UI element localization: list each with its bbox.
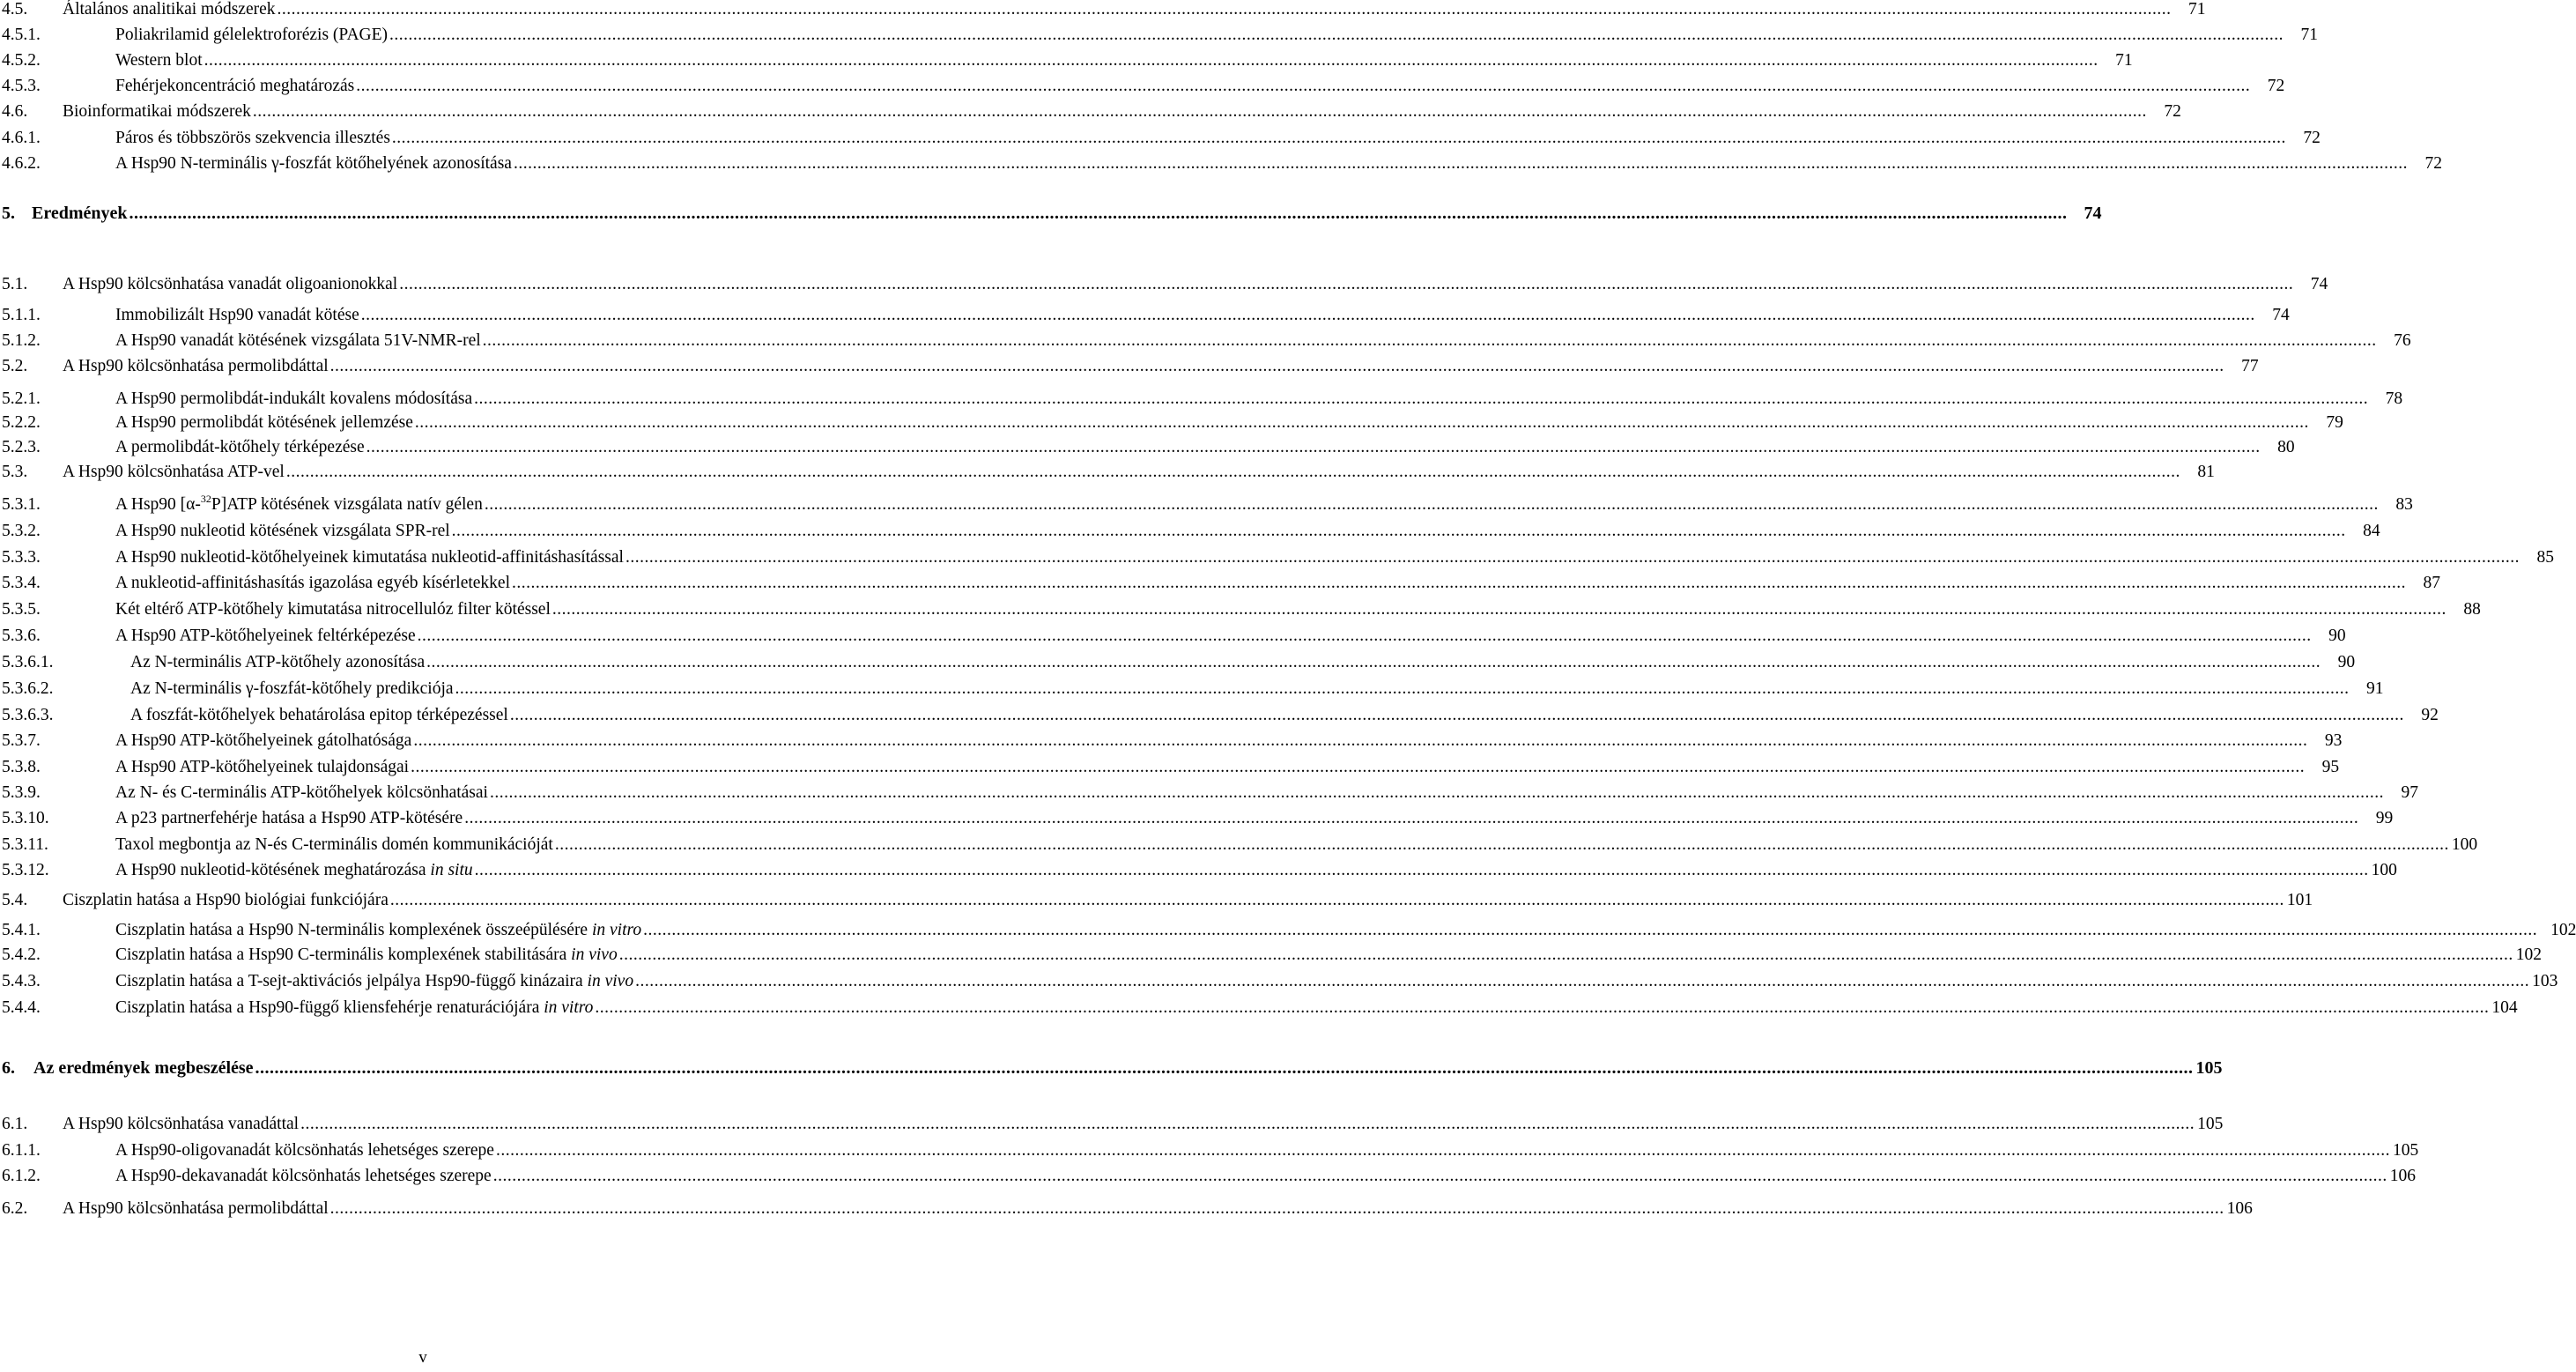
toc-entry[interactable] — [0, 780, 2418, 806]
toc-entry-page: 81 — [2197, 463, 2215, 481]
toc-entry-page: 85 — [2536, 548, 2554, 567]
toc-entry[interactable] — [0, 492, 2413, 518]
toc-entry-number: 6.1.2. — [2, 1167, 41, 1185]
toc-entry[interactable] — [0, 676, 2384, 702]
toc-entry-number: 4.5.2. — [2, 51, 41, 70]
toc-entry-title-text: A Hsp90 nukleotid-kötésének meghatározása — [115, 861, 431, 879]
toc-entry[interactable] — [0, 623, 2346, 649]
toc-entry-title — [115, 805, 463, 832]
toc-entry-page: 74 — [2310, 275, 2328, 293]
toc-entry-title-text: A p23 partnerfehérje hatása a Hsp90 ATP-kötésére — [115, 809, 463, 827]
toc-entry-title-text: A foszfát-kötőhelyek behatárolása epitop térképezéssel — [130, 706, 508, 724]
dot-leader: ................................................................................................................................................................................................................................................................................................................................................................................................................ — [366, 438, 2261, 456]
toc-entry[interactable] — [0, 887, 2313, 914]
toc-entry-title — [115, 832, 553, 858]
dot-leader: ................................................................................................................................................................................................................................................................................................................................................................................................................ — [455, 679, 2350, 698]
toc-entry-number: 4.5. — [2, 0, 28, 19]
toc-entry[interactable] — [0, 968, 2558, 995]
toc-entry-title-text: Ciszplatin hatása a Hsp90-függő kliensfehérje renaturációjára — [115, 998, 544, 1017]
toc-entry[interactable] — [0, 302, 2290, 329]
toc-entry-number: 6. — [2, 1058, 15, 1078]
dot-leader: ................................................................................................................................................................................................................................................................................................................................................................................................................ — [389, 26, 2284, 44]
toc-entry-title-text: Két eltérő ATP-kötőhely kimutatása nitrocellulóz filter kötéssel — [115, 600, 551, 619]
toc-entry-number: 5.1.2. — [2, 331, 41, 350]
dot-leader: ................................................................................................................................................................................................................................................................................................................................................................................................................ — [595, 998, 2490, 1017]
toc-entry[interactable] — [0, 1111, 2224, 1138]
dot-leader: ................................................................................................................................................................................................................................................................................................................................................................................................................ — [635, 972, 2530, 990]
toc-entry-page: 104 — [2491, 998, 2518, 1017]
toc-entry-title-text: Ciszplatin hatása a T-sejt-aktivációs jelpálya Hsp90-függő kinázaira — [115, 972, 588, 990]
toc-entry[interactable] — [0, 518, 2380, 545]
dot-leader: ................................................................................................................................................................................................................................................................................................................................................................................................................ — [554, 835, 2449, 854]
dot-leader: ................................................................................................................................................................................................................................................................................................................................................................................................................ — [129, 204, 2068, 223]
toc-entry-title-text: A Hsp90 nukleotid-kötőhelyeinek kimutatása nukleotid-affinitáshasítással — [115, 548, 624, 567]
dot-leader: ................................................................................................................................................................................................................................................................................................................................................................................................................ — [417, 627, 2312, 645]
toc-entry-title-text: A Hsp90 kölcsönhatása permolibdáttal — [63, 1199, 329, 1218]
toc-entry-title — [115, 597, 551, 623]
toc-entry-title-text: Ciszplatin hatása a Hsp90 N-terminális komplexének összeépülésére — [115, 921, 592, 939]
toc-entry-title — [63, 1111, 299, 1138]
toc-entry-page: 102 — [2515, 946, 2542, 964]
toc-entry-title-text: A Hsp90 nukleotid kötésének vizsgálata SPR-rel — [115, 522, 450, 540]
toc-entry[interactable] — [0, 410, 2343, 436]
toc-entry-title-text: A Hsp90 permolibdát kötésének jellemzése — [115, 413, 413, 432]
toc-entry-number: 5.4.2. — [2, 946, 41, 964]
toc-entry-number: 5.3.4. — [2, 574, 41, 592]
toc-entry-page: 102 — [2550, 921, 2576, 939]
toc-entry-number: 5.3.5. — [2, 600, 41, 619]
toc-entry-number: 5.3.10. — [2, 809, 49, 827]
toc-entry-title-text: Fehérjekoncentráció meghatározás — [115, 77, 355, 95]
toc-entry[interactable] — [0, 995, 2518, 1021]
toc-entry-page: 90 — [2328, 627, 2346, 645]
toc-entry-title — [115, 73, 354, 100]
toc-entry-page: 92 — [2421, 706, 2439, 724]
toc-entry-page: 84 — [2363, 522, 2380, 540]
toc-entry-title — [115, 386, 472, 412]
toc-entry-title — [115, 917, 641, 944]
toc-entry-title — [130, 676, 454, 702]
toc-entry[interactable] — [0, 386, 2403, 412]
toc-entry-number: 5.3.2. — [2, 522, 41, 540]
toc-entry-page: 71 — [2115, 51, 2133, 70]
toc-entry[interactable] — [0, 728, 2343, 754]
toc-entry-number: 5.4. — [2, 891, 28, 909]
dot-leader: ................................................................................................................................................................................................................................................................................................................................................................................................................ — [451, 522, 2346, 540]
dot-leader: ................................................................................................................................................................................................................................................................................................................................................................................................................ — [300, 1115, 2195, 1133]
dot-leader: ................................................................................................................................................................................................................................................................................................................................................................................................................ — [618, 946, 2513, 964]
dot-leader: ................................................................................................................................................................................................................................................................................................................................................................................................................ — [329, 357, 2224, 375]
toc-entry-title-italic: in vivo — [587, 972, 634, 990]
toc-entry-page: 106 — [2226, 1199, 2253, 1218]
toc-entry-title-text: A Hsp90 kölcsönhatása vanadáttal — [63, 1115, 300, 1133]
toc-entry-page: 95 — [2321, 758, 2340, 776]
toc-entry-number: 5.3.8. — [2, 758, 41, 776]
toc-entry[interactable] — [0, 754, 2340, 781]
toc-entry-title-text: A Hsp90 vanadát kötésének vizsgálata 51V-NMR-rel — [115, 331, 481, 350]
toc-entry[interactable] — [0, 99, 2181, 125]
toc-entry-title-text: A Hsp90 permolibdát-indukált kovalens módosítása — [115, 389, 473, 408]
toc-entry[interactable] — [0, 1055, 2223, 1081]
dot-leader: ................................................................................................................................................................................................................................................................................................................................................................................................................ — [495, 1141, 2390, 1160]
toc-entry[interactable] — [0, 0, 2206, 23]
toc-entry-page: 105 — [2392, 1141, 2419, 1160]
toc-entry[interactable] — [0, 857, 2397, 884]
toc-entry-title-italic: in vitro — [591, 921, 642, 939]
toc-entry-title — [115, 518, 450, 545]
toc-entry-title-text: A Hsp90 kölcsönhatása ATP-vel — [63, 463, 285, 481]
toc-entry-title-text: A permolibdát-kötőhely térképezése — [115, 438, 365, 456]
toc-entry-page: 77 — [2241, 357, 2259, 375]
page-number: v — [418, 1348, 427, 1367]
toc-entry-title-text: Ciszplatin hatása a Hsp90 C-terminális komplexének stabilitására — [115, 946, 572, 964]
dot-leader: ................................................................................................................................................................................................................................................................................................................................................................................................................ — [426, 653, 2321, 671]
toc-entry-page: 72 — [2424, 154, 2442, 173]
toc-entry-title — [130, 702, 508, 729]
toc-entry-title — [115, 623, 416, 649]
toc-entry[interactable] — [0, 597, 2481, 623]
toc-entry[interactable] — [0, 151, 2442, 177]
toc-entry-page: 105 — [2197, 1115, 2224, 1133]
toc-entry-title — [63, 353, 329, 380]
toc-entry-title-text: A Hsp90-oligovanadát kölcsönhatás lehetséges szerepe — [115, 1141, 494, 1160]
dot-leader: ................................................................................................................................................................................................................................................................................................................................................................................................................ — [513, 154, 2408, 173]
toc-entry-number: 5.3.6.1. — [2, 653, 54, 671]
toc-entry-number: 5.3.7. — [2, 731, 41, 750]
toc-entry-number: 4.6. — [2, 102, 28, 121]
toc-entry-title-text: A Hsp90-dekavanadát kölcsönhatás lehetséges szerepe — [115, 1167, 492, 1185]
toc-entry-number: 4.6.1. — [2, 129, 41, 147]
toc-entry-title-part: P]ATP kötésének vizsgálata natív gélen — [211, 495, 483, 514]
toc-entry-page: 105 — [2195, 1058, 2223, 1078]
toc-entry-title-text: Az N-terminális γ-foszfát-kötőhely predikciója — [130, 679, 454, 698]
dot-leader: ................................................................................................................................................................................................................................................................................................................................................................................................................ — [509, 706, 2404, 724]
toc-entry-title-text: Eredmények — [32, 204, 128, 223]
toc-entry-title — [63, 0, 276, 23]
toc-entry-title — [115, 492, 483, 518]
toc-entry-number: 5.3. — [2, 463, 28, 481]
toc-entry-number: 4.6.2. — [2, 154, 41, 173]
toc-entry-title-text: Poliakrilamid gélelektroforézis (PAGE) — [115, 26, 389, 44]
toc-entry-title — [33, 1055, 254, 1081]
toc-entry-title — [115, 48, 203, 74]
toc-entry-title-italic: in vivo — [571, 946, 618, 964]
toc-entry-page: 90 — [2337, 653, 2356, 671]
toc-entry-number: 5.2. — [2, 357, 28, 375]
toc-entry[interactable] — [0, 702, 2439, 729]
toc-entry-number: 5.3.6.3. — [2, 706, 54, 724]
toc-entry-number: 4.5.1. — [2, 26, 41, 44]
toc-entry-title-text: A Hsp90 ATP-kötőhelyeinek feltérképezése — [115, 627, 416, 645]
toc-entry[interactable] — [0, 805, 2394, 832]
toc-entry-title-text: A Hsp90 N-terminális γ-foszfát kötőhelyének azonosítása — [115, 154, 512, 173]
toc-entry-title — [63, 99, 251, 125]
toc-entry[interactable] — [0, 22, 2319, 48]
toc-entry[interactable] — [0, 942, 2542, 968]
dot-leader: ................................................................................................................................................................................................................................................................................................................................................................................................................ — [474, 389, 2369, 408]
toc-entry-number: 5.3.6. — [2, 627, 41, 645]
toc-entry-title-part: A Hsp90 [α- — [115, 495, 201, 514]
toc-entry-title-text: Western blot — [115, 51, 203, 70]
toc-entry-number: 5.4.3. — [2, 972, 41, 990]
toc-entry-title — [63, 459, 285, 486]
toc-entry-page: 101 — [2286, 891, 2313, 909]
dot-leader: ................................................................................................................................................................................................................................................................................................................................................................................................................ — [464, 809, 2359, 827]
toc-entry-number: 5.4.1. — [2, 921, 41, 939]
toc-entry-title-text: Ciszplatin hatása a Hsp90 biológiai funkciójára — [63, 891, 389, 909]
toc-entry-page: 91 — [2366, 679, 2384, 698]
toc-entry-number: 5. — [2, 204, 15, 223]
toc-entry-page: 72 — [2164, 102, 2181, 121]
dot-leader: ................................................................................................................................................................................................................................................................................................................................................................................................................ — [492, 1167, 2387, 1185]
toc-entry-title-text: Az N- és C-terminális ATP-kötőhelyek kölcsönhatásai — [115, 783, 488, 802]
toc-entry-title-text: A nukleotid-affinitáshasítás igazolása egyéb kísérletekkel — [115, 574, 510, 592]
toc-entry-title — [115, 410, 413, 436]
toc-entry-number: 5.2.1. — [2, 389, 41, 408]
toc-entry[interactable] — [0, 917, 2576, 944]
toc-entry-number: 5.3.11. — [2, 835, 48, 854]
toc-entry-page: 71 — [2300, 26, 2319, 44]
toc-entry-page: 74 — [2272, 306, 2290, 324]
dot-leader: ................................................................................................................................................................................................................................................................................................................................................................................................................ — [356, 77, 2251, 95]
toc-entry-title-italic: in vitro — [544, 998, 594, 1017]
toc-entry-number: 6.2. — [2, 1199, 28, 1218]
toc-entry-number: 4.5.3. — [2, 77, 41, 95]
dot-leader: ................................................................................................................................................................................................................................................................................................................................................................................................................ — [360, 306, 2255, 324]
toc-entry-number: 5.2.2. — [2, 413, 41, 432]
toc-entry[interactable] — [0, 545, 2554, 571]
toc-entry-number: 5.2.3. — [2, 438, 41, 456]
dot-leader: ................................................................................................................................................................................................................................................................................................................................................................................................................ — [484, 495, 2379, 514]
dot-leader: ................................................................................................................................................................................................................................................................................................................................................................................................................ — [389, 891, 2284, 909]
toc-entry-title-text: A Hsp90 kölcsönhatása permolibdáttal — [63, 357, 329, 375]
toc-entry[interactable] — [0, 125, 2321, 152]
toc-entry-number: 5.1.1. — [2, 306, 41, 324]
toc-entry-page: 71 — [2188, 0, 2206, 19]
toc-entry-page: 87 — [2423, 574, 2440, 592]
toc-entry[interactable] — [0, 649, 2356, 676]
toc-entry-number: 5.1. — [2, 275, 28, 293]
toc-entry-title — [115, 857, 473, 884]
toc-entry-page: 103 — [2532, 972, 2558, 990]
toc-entry-title — [115, 942, 618, 968]
toc-entry-page: 79 — [2326, 413, 2343, 432]
dot-leader: ................................................................................................................................................................................................................................................................................................................................................................................................................ — [411, 758, 2306, 776]
toc-entry-page: 100 — [2451, 835, 2478, 854]
toc-entry-title-text: Immobilizált Hsp90 vanadát kötése — [115, 306, 359, 324]
toc-entry-title-text: A Hsp90 ATP-kötőhelyeinek gátolhatósága — [115, 731, 412, 750]
toc-entry-title-text: Az N-terminális ATP-kötőhely azonosítása — [130, 653, 426, 671]
toc-entry-title-italic: in situ — [430, 861, 473, 879]
toc-entry-title — [115, 968, 633, 995]
toc-entry-title — [115, 302, 359, 329]
toc-entry[interactable] — [0, 48, 2133, 74]
dot-leader: ................................................................................................................................................................................................................................................................................................................................................................................................................ — [252, 102, 2147, 121]
toc-entry-page: 83 — [2395, 495, 2413, 514]
toc-entry-page: 76 — [2394, 331, 2411, 350]
toc-entry-number: 5.3.3. — [2, 548, 41, 567]
toc-entry-number: 5.3.6.2. — [2, 679, 54, 698]
toc-entry-title — [115, 570, 510, 597]
toc-entry[interactable] — [0, 1138, 2419, 1164]
toc-entry-title — [115, 545, 624, 571]
toc-entry[interactable] — [0, 434, 2295, 461]
isotope-superscript: 32 — [200, 493, 211, 505]
toc-entry-page: 78 — [2385, 389, 2403, 408]
dot-leader: ................................................................................................................................................................................................................................................................................................................................................................................................................ — [391, 129, 2286, 147]
dot-leader: ................................................................................................................................................................................................................................................................................................................................................................................................................ — [474, 861, 2369, 879]
toc-entry-title — [115, 22, 388, 48]
dot-leader: ................................................................................................................................................................................................................................................................................................................................................................................................................ — [414, 413, 2309, 432]
dot-leader: ................................................................................................................................................................................................................................................................................................................................................................................................................ — [625, 548, 2520, 567]
toc-entry[interactable] — [0, 1196, 2253, 1222]
toc-entry-title-text: A Hsp90 kölcsönhatása vanadát oligoanionokkal — [63, 275, 398, 293]
toc-entry[interactable] — [0, 353, 2259, 380]
toc-entry-page: 88 — [2463, 600, 2481, 619]
toc-entry-number: 6.1.1. — [2, 1141, 41, 1160]
toc-entry-title — [115, 780, 488, 806]
toc-entry-number: 6.1. — [2, 1115, 28, 1133]
toc-entry-number: 5.3.12. — [2, 861, 49, 879]
dot-leader: ................................................................................................................................................................................................................................................................................................................................................................................................................ — [204, 51, 2099, 70]
toc-entry-page: 74 — [2084, 204, 2102, 223]
toc-entry-title — [130, 649, 425, 676]
toc-entry[interactable] — [0, 73, 2285, 100]
toc-entry[interactable] — [0, 271, 2328, 298]
dot-leader: ................................................................................................................................................................................................................................................................................................................................................................................................................ — [277, 0, 2172, 19]
toc-entry-page: 93 — [2324, 731, 2343, 750]
toc-entry[interactable] — [0, 328, 2411, 354]
dot-leader: ................................................................................................................................................................................................................................................................................................................................................................................................................ — [285, 463, 2180, 481]
toc-entry-page: 106 — [2389, 1167, 2416, 1185]
dot-leader: ................................................................................................................................................................................................................................................................................................................................................................................................................ — [551, 600, 2446, 619]
toc-entry-title-text: A Hsp90 ATP-kötőhelyeinek tulajdonságai — [115, 758, 410, 776]
toc-entry[interactable] — [0, 570, 2440, 597]
toc-entry[interactable] — [0, 200, 2102, 226]
toc-entry-title — [63, 271, 397, 298]
toc-entry-title — [115, 434, 365, 461]
dot-leader: ................................................................................................................................................................................................................................................................................................................................................................................................................ — [255, 1058, 2194, 1078]
toc-entry-title-text: Páros és többszörös szekvencia illesztés — [115, 129, 390, 147]
toc-entry-title-text: Taxol megbontja az N-és C-terminális domén kommunikációját — [115, 835, 553, 854]
toc-entry-title-text: Az eredmények megbeszélése — [33, 1058, 254, 1078]
dot-leader: ................................................................................................................................................................................................................................................................................................................................................................................................................ — [399, 275, 2294, 293]
toc-entry-page: 72 — [2267, 77, 2285, 95]
toc-entry-title — [115, 754, 409, 781]
toc-entry-title — [115, 125, 390, 152]
toc-entry-number: 5.4.4. — [2, 998, 41, 1017]
toc-entry-number: 5.3.1. — [2, 495, 41, 514]
toc-entry-page: 97 — [2401, 783, 2418, 802]
toc-entry-title — [115, 151, 512, 177]
toc-entry-title — [63, 887, 389, 914]
toc-entry-page: 80 — [2277, 438, 2295, 456]
toc-entry-title — [115, 995, 593, 1021]
toc-entry-page: 100 — [2371, 861, 2397, 879]
toc-entry-title — [63, 1196, 329, 1222]
dot-leader: ................................................................................................................................................................................................................................................................................................................................................................................................................ — [482, 331, 2377, 350]
dot-leader: ................................................................................................................................................................................................................................................................................................................................................................................................................ — [489, 783, 2384, 802]
toc-entry[interactable] — [0, 1163, 2416, 1190]
toc-entry-title — [115, 1138, 494, 1164]
dot-leader: ................................................................................................................................................................................................................................................................................................................................................................................................................ — [413, 731, 2308, 750]
toc-entry[interactable] — [0, 459, 2215, 486]
toc-entry-page: 72 — [2303, 129, 2321, 147]
dot-leader: ................................................................................................................................................................................................................................................................................................................................................................................................................ — [643, 921, 2538, 939]
toc-entry-page: 99 — [2375, 809, 2394, 827]
toc-entry-number: 5.3.9. — [2, 783, 41, 802]
toc-entry-title — [115, 728, 411, 754]
toc-entry[interactable] — [0, 832, 2478, 858]
toc-entry-title-text: Általános analitikai módszerek — [63, 0, 276, 19]
dot-leader: ................................................................................................................................................................................................................................................................................................................................................................................................................ — [329, 1199, 2224, 1218]
toc-entry-title — [115, 1163, 492, 1190]
toc-entry-title — [32, 200, 128, 226]
dot-leader: ................................................................................................................................................................................................................................................................................................................................................................................................................ — [512, 574, 2406, 592]
toc-entry-title — [115, 328, 481, 354]
toc-entry-title-text: Bioinformatikai módszerek — [63, 102, 251, 121]
